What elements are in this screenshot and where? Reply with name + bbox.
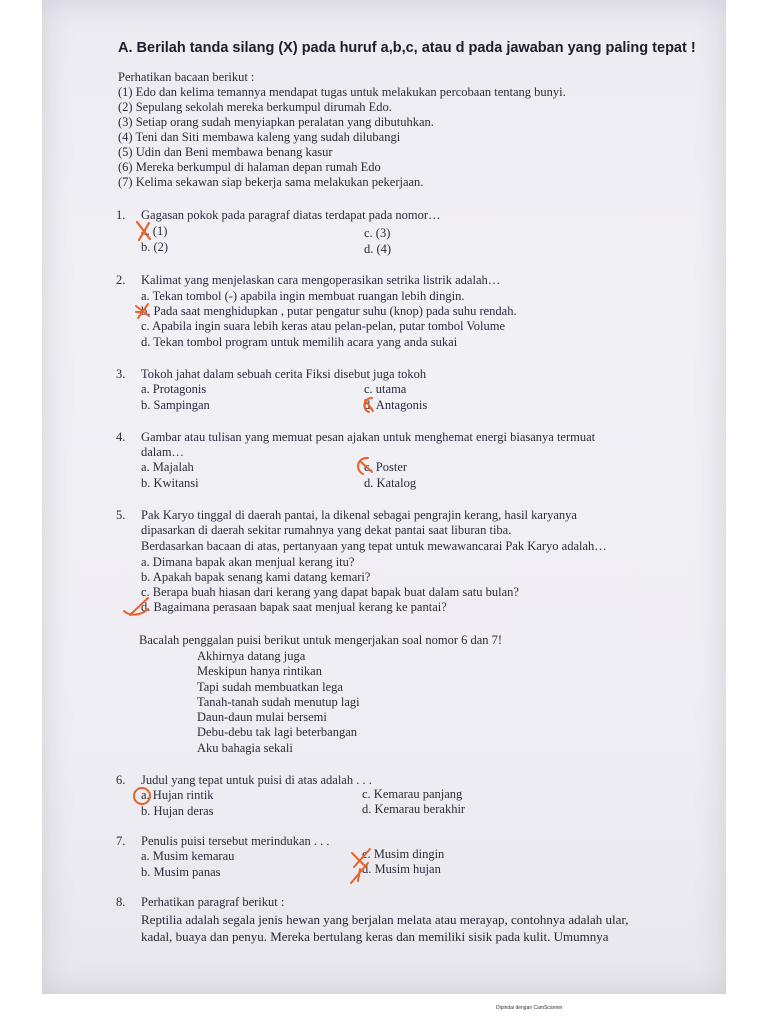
poem-line: Akhirnya datang juga xyxy=(197,649,306,663)
paragraph-line: Reptilia adalah segala jenis hewan yang berjalan melata atau merayap, contohnya adalah ular, xyxy=(141,912,629,927)
question-number: 3. xyxy=(116,367,126,381)
question-text: dalam… xyxy=(141,445,185,459)
poem-line: Meskipun hanya rintikan xyxy=(197,664,322,678)
scanner-footer: Dipindai dengan CamScanner xyxy=(496,1005,563,1011)
option-a[interactable]: a. Hujan rintik xyxy=(141,788,214,802)
passage-intro: Perhatikan bacaan berikut : xyxy=(118,70,255,84)
option-a[interactable]: a. Musim kemarau xyxy=(141,849,235,863)
question-text: Berdasarkan bacaan di atas, pertanyaan yang tepat untuk mewawancarai Pak Karyo adalah… xyxy=(141,539,607,553)
option-b[interactable]: b. Pada saat menghidupkan , putar pengatur suhu (knop) pada suhu rendah. xyxy=(141,304,517,318)
poem-line: Aku bahagia sekali xyxy=(197,741,293,755)
option-a[interactable]: a. Majalah xyxy=(141,460,194,474)
option-c[interactable]: c. (3) xyxy=(364,226,391,240)
option-d[interactable]: d. Musim hujan xyxy=(362,862,441,876)
option-d[interactable]: d. Antagonis xyxy=(364,398,428,412)
question-text: Penulis puisi tersebut merindukan . . . xyxy=(141,834,330,848)
question-text: Perhatikan paragraf berikut : xyxy=(141,895,285,909)
passage-line: (5) Udin dan Beni membawa benang kasur xyxy=(118,145,333,159)
option-b[interactable]: b. Sampingan xyxy=(141,398,210,412)
poem-line: Debu-debu tak lagi beterbangan xyxy=(197,725,358,739)
passage-line: (4) Teni dan Siti membawa kaleng yang sudah dilubangi xyxy=(118,130,401,144)
poem-line: Tanah-tanah sudah menutup lagi xyxy=(197,695,360,709)
question-number: 8. xyxy=(116,895,126,909)
option-c[interactable]: c. Berapa buah hiasan dari kerang yang dapat bapak buat dalam satu bulan? xyxy=(141,585,519,599)
passage-line: (3) Setiap orang sudah menyiapkan peralatan yang dibutuhkan. xyxy=(118,115,434,129)
question-number: 4. xyxy=(116,430,126,444)
passage-line: (6) Mereka berkumpul di halaman depan rumah Edo xyxy=(118,160,381,174)
option-d[interactable]: d. Kemarau berakhir xyxy=(362,802,466,816)
option-d[interactable]: d. (4) xyxy=(364,242,392,256)
poem-line: Daun-daun mulai bersemi xyxy=(197,710,327,724)
question-text: Judul yang tepat untuk puisi di atas adalah . . . xyxy=(141,773,372,787)
option-d[interactable]: d. Katalog xyxy=(364,476,417,490)
question-text: Gagasan pokok pada paragraf diatas terdapat pada nomor… xyxy=(141,208,441,222)
question-text: dipasarkan di daerah sekitar rumahnya yang dekat pantai saat liburan tiba. xyxy=(141,523,512,537)
option-a[interactable]: a. Protagonis xyxy=(141,382,207,396)
option-a[interactable]: a. Dimana bapak akan menjual kerang itu? xyxy=(141,555,355,569)
question-number: 7. xyxy=(116,834,126,848)
option-b[interactable]: b. Hujan deras xyxy=(141,804,214,818)
option-b[interactable]: b. Kwitansi xyxy=(141,476,199,490)
option-c[interactable]: c. Poster xyxy=(364,460,408,474)
option-c[interactable]: c. Musim dingin xyxy=(362,847,445,861)
passage-line: (1) Edo dan kelima temannya mendapat tugas untuk melakukan percobaan tentang bunyi. xyxy=(118,85,566,99)
question-text: Gambar atau tulisan yang memuat pesan ajakan untuk menghemat energi biasanya termuat xyxy=(141,430,596,444)
option-c[interactable]: c. Apabila ingin suara lebih keras atau pelan-pelan, putar tombol Volume xyxy=(141,319,506,333)
question-number: 6. xyxy=(116,773,126,787)
option-a[interactable]: a. Tekan tombol (-) apabila ingin membuat ruangan lebih dingin. xyxy=(141,289,465,303)
question-number: 2. xyxy=(116,273,126,287)
option-b[interactable]: b. Musim panas xyxy=(141,865,221,879)
passage-line: (2) Sepulang sekolah mereka berkumpul dirumah Edo. xyxy=(118,100,392,114)
instruction-heading: A. Berilah tanda silang (X) pada huruf a,b,c, atau d pada jawaban yang paling tepat ! xyxy=(118,40,696,56)
option-c[interactable]: c. utama xyxy=(364,382,407,396)
option-d[interactable]: d. Bagaimana perasaan bapak saat menjual kerang ke pantai? xyxy=(141,600,447,614)
option-d[interactable]: d. Tekan tombol program untuk memilih acara yang anda sukai xyxy=(141,335,458,349)
passage-line: (7) Kelima sekawan siap bekerja sama melakukan pekerjaan. xyxy=(118,175,424,189)
option-b[interactable]: b. (2) xyxy=(141,240,169,254)
option-b[interactable]: b. Apakah bapak senang kami datang kemari? xyxy=(141,570,371,584)
question-number: 1. xyxy=(116,208,126,222)
question-text: Tokoh jahat dalam sebuah cerita Fiksi disebut juga tokoh xyxy=(141,367,427,381)
option-a[interactable]: a. (1) xyxy=(141,224,168,238)
question-number: 5. xyxy=(116,508,126,522)
question-text: Pak Karyo tinggal di daerah pantai, la dikenal sebagai pengrajin kerang, hasil karyanya xyxy=(141,508,577,522)
poem-intro: Bacalah penggalan puisi berikut untuk mengerjakan soal nomor 6 dan 7! xyxy=(139,633,503,647)
option-c[interactable]: c. Kemarau panjang xyxy=(362,787,463,801)
question-text: Kalimat yang menjelaskan cara mengoperasikan setrika listrik adalah… xyxy=(141,273,501,287)
poem-line: Tapi sudah membuatkan lega xyxy=(197,680,343,694)
paragraph-line: kadal, buaya dan penyu. Mereka bertulang keras dan memiliki sisik pada kulit. Umumnya xyxy=(141,929,609,944)
